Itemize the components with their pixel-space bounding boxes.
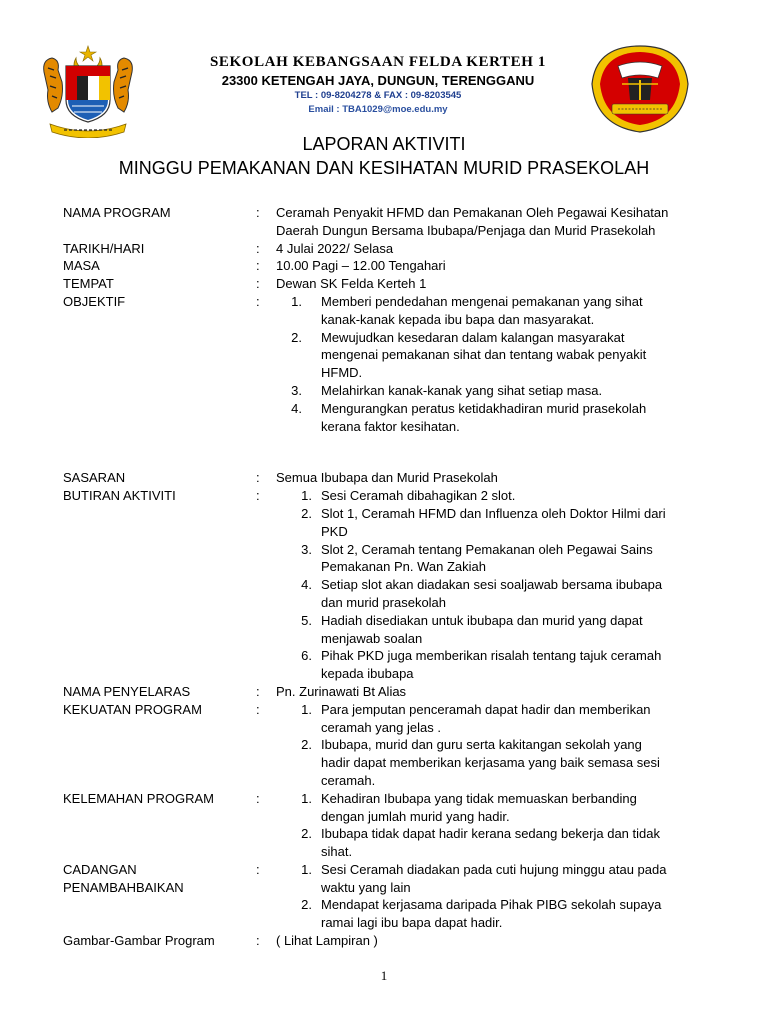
list-item — [276, 736, 708, 789]
field-label: MASA — [63, 258, 100, 274]
list-item — [276, 400, 708, 436]
field-colon: : — [256, 933, 260, 949]
item-line: Ibubapa, murid dan guru serta kakitangan sekolah yang — [321, 737, 642, 753]
item-line: Slot 2, Ceramah tentang Pemakanan oleh Pegawai Sains — [321, 541, 653, 557]
school-email: Email : TBA1029@moe.edu.my — [308, 104, 448, 115]
label-line: PENAMBAHBAIKAN — [63, 879, 184, 895]
field-masa — [0, 257, 768, 275]
item-number: 1. — [301, 488, 312, 504]
field-label: TARIKH/HARI — [63, 240, 145, 256]
item-line: Memberi pendedahan mengenai pemakanan yang sihat — [321, 293, 643, 309]
item-number: 2. — [301, 737, 312, 753]
item-line: kepada ibubapa — [321, 666, 414, 682]
weakness-list — [276, 790, 708, 861]
strength-list — [276, 701, 708, 790]
field-nama-program — [0, 204, 768, 240]
item-line: Mendapat kerjasama daripada Pihak PIBG sekolah supaya — [321, 897, 662, 913]
suggestion-list — [276, 861, 708, 932]
item-number: 1. — [301, 701, 312, 717]
page-number: 1 — [380, 968, 388, 983]
field-value: Semua Ibubapa dan Murid Prasekolah — [276, 470, 498, 486]
list-item — [276, 612, 708, 648]
item-line: sihat. — [321, 844, 353, 860]
field-colon: : — [256, 683, 260, 699]
item-line: Para jemputan penceramah dapat hadir dan memberikan — [321, 701, 651, 717]
field-label: TEMPAT — [63, 276, 114, 292]
field-gambar-program — [0, 932, 768, 950]
item-line: kerana faktor kesihatan. — [321, 418, 460, 434]
item-line: Melahirkan kanak-kanak yang sihat setiap masa. — [321, 382, 603, 398]
item-line: dan murid prasekolah — [321, 594, 447, 610]
field-tempat — [0, 275, 768, 293]
field-colon: : — [256, 488, 260, 504]
list-item — [276, 505, 708, 541]
field-colon: : — [256, 790, 260, 806]
field-label: KELEMAHAN PROGRAM — [63, 790, 214, 806]
objective-list — [276, 293, 708, 435]
item-line: Pihak PKD juga memberikan risalah tentang tajuk ceramah — [321, 648, 662, 664]
item-number: 3. — [301, 541, 312, 557]
field-value: ( Lihat Lampiran ) — [276, 933, 378, 949]
field-colon: : — [256, 258, 260, 274]
label-line: CADANGAN — [63, 861, 137, 877]
field-colon: : — [256, 205, 260, 220]
item-number: 4. — [301, 577, 312, 593]
field-label: KEKUATAN PROGRAM — [63, 701, 202, 717]
list-item — [276, 329, 708, 382]
item-line: Kehadiran Ibubapa yang tidak memuaskan berbanding — [321, 790, 637, 806]
field-colon: : — [256, 470, 260, 486]
field-label: OBJEKTIF — [63, 293, 126, 309]
field-colon: : — [256, 276, 260, 292]
report-body — [0, 204, 768, 950]
list-item — [276, 896, 708, 932]
field-sasaran — [0, 469, 768, 487]
item-line: Setiap slot akan diadakan sesi soaljawab bersama ibubapa — [321, 577, 663, 593]
item-number: 2. — [301, 505, 312, 521]
item-line: Sesi Ceramah dibahagikan 2 slot. — [321, 488, 516, 504]
field-value: Pn. Zurinawati Bt Alias — [276, 683, 407, 699]
item-number: 3. — [291, 382, 302, 398]
item-line: Mengurangkan peratus ketidakhadiran murid prasekolah — [321, 400, 647, 416]
item-line: Sesi Ceramah diadakan pada cuti hujung minggu atau pada — [321, 861, 667, 877]
item-line: Mewujudkan kesedaran dalam kalangan masyarakat — [321, 329, 625, 345]
item-number: 2. — [291, 329, 302, 345]
list-item — [276, 541, 708, 577]
field-kelemahan-program — [0, 790, 768, 861]
field-objektif — [0, 293, 768, 435]
item-number: 4. — [291, 400, 302, 416]
item-line: ceramah. — [321, 772, 376, 788]
item-number: 1. — [301, 861, 312, 877]
item-number: 5. — [301, 612, 312, 628]
list-item — [276, 382, 708, 400]
school-name: SEKOLAH KEBANGSAAN FELDA KERTEH 1 — [209, 54, 546, 70]
field-colon: : — [256, 293, 260, 309]
malaysia-coat-of-arms-logo — [38, 42, 138, 138]
section-gap — [0, 435, 768, 469]
list-item — [276, 825, 708, 861]
item-line: waktu yang lain — [321, 879, 411, 895]
field-value: 10.00 Pagi – 12.00 Tengahari — [276, 258, 446, 274]
field-cadangan-penambahbaikan — [0, 861, 768, 932]
field-nama-penyelaras — [0, 683, 768, 701]
item-number: 2. — [301, 826, 312, 842]
school-tel-fax: TEL : 09-8204278 & FAX : 09-8203545 — [294, 90, 462, 101]
list-item — [276, 576, 708, 612]
item-line: kanak-kanak kepada ibu bapa dan masyarakat. — [321, 311, 595, 327]
item-line: Hadiah disediakan untuk ibubapa dan murid yang dapat — [321, 612, 643, 628]
item-line: PKD — [321, 523, 348, 539]
activity-list — [276, 487, 708, 683]
field-value — [276, 204, 708, 240]
item-line: mengenai pemakanan sihat dan tentang wabak penyakit — [321, 347, 647, 363]
list-item — [276, 647, 708, 683]
list-item — [276, 293, 708, 329]
item-line: Pemakanan Pn. Wan Zakiah — [321, 559, 486, 575]
item-number: 2. — [301, 897, 312, 913]
item-line: ceramah yang jelas . — [321, 719, 441, 735]
field-label: BUTIRAN AKTIVITI — [63, 488, 176, 504]
item-line: dengan jumlah murid yang hadir. — [321, 808, 510, 824]
field-colon: : — [256, 701, 260, 717]
school-badge-logo — [588, 44, 692, 134]
field-tarikh-hari — [0, 240, 768, 258]
item-number: 6. — [301, 648, 312, 664]
field-label — [63, 861, 253, 897]
field-label: NAMA PROGRAM — [63, 205, 171, 220]
field-butiran-aktiviti — [0, 487, 768, 683]
list-item — [276, 487, 708, 505]
item-line: ramai lagi ibu bapa dapat hadir. — [321, 915, 503, 931]
field-label: NAMA PENYELARAS — [63, 683, 191, 699]
item-line: hadir dapat memberikan kerjasama yang baik semasa sesi — [321, 755, 660, 771]
field-kekuatan-program — [0, 701, 768, 790]
item-line: HFMD. — [321, 365, 363, 381]
field-value: 4 Julai 2022/ Selasa — [276, 240, 394, 256]
field-colon: : — [256, 240, 260, 256]
report-title: LAPORAN AKTIVITI — [302, 134, 466, 154]
field-label: Gambar-Gambar Program — [63, 933, 215, 949]
school-address: 23300 KETENGAH JAYA, DUNGUN, TERENGGANU — [221, 73, 535, 88]
field-value: Dewan SK Felda Kerteh 1 — [276, 276, 427, 292]
list-item — [276, 701, 708, 737]
field-colon: : — [256, 861, 260, 877]
value-line: Daerah Dungun Bersama Ibubapa/Penjaga dan Murid Prasekolah — [276, 222, 656, 238]
item-line: menjawab soalan — [321, 630, 423, 646]
value-line: Ceramah Penyakit HFMD dan Pemakanan Oleh Pegawai Kesihatan — [276, 205, 669, 220]
item-number: 1. — [291, 293, 302, 309]
item-number: 1. — [301, 790, 312, 806]
item-line: Slot 1, Ceramah HFMD dan Influenza oleh Doktor Hilmi dari — [321, 505, 666, 521]
report-subtitle: MINGGU PEMAKANAN DAN KESIHATAN MURID PRASEKOLAH — [118, 158, 650, 178]
list-item — [276, 790, 708, 826]
field-label: SASARAN — [63, 470, 126, 486]
item-line: Ibubapa tidak dapat hadir kerana sedang bekerja dan tidak — [321, 826, 660, 842]
list-item — [276, 861, 708, 897]
